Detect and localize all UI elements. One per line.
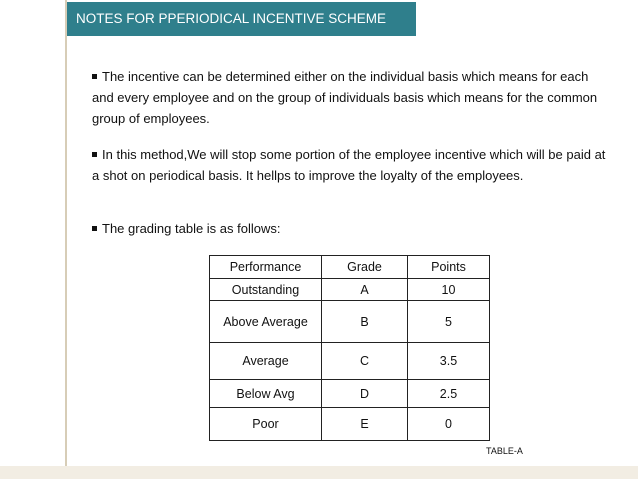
- cell-points: 0: [408, 408, 490, 441]
- table-row: [210, 343, 490, 380]
- paragraph-text: In this method,We will stop some portion of the employee incentive which will be paid at a shot on periodical basis. It hellps to improve the loyalty of the employees.: [92, 147, 606, 183]
- square-bullet-icon: [92, 152, 97, 157]
- paragraph-text: The grading table is as follows:: [102, 221, 281, 236]
- cell-points: 5: [408, 301, 490, 343]
- cell-points: 3.5: [408, 343, 490, 380]
- cell-performance: Average: [210, 343, 322, 380]
- table-row: [210, 408, 490, 441]
- header-grade: Grade: [322, 256, 408, 279]
- header-performance: Performance: [210, 256, 322, 279]
- square-bullet-icon: [92, 226, 97, 231]
- cell-grade: B: [322, 301, 408, 343]
- bottom-band: [0, 466, 638, 479]
- cell-performance: Below Avg: [210, 380, 322, 408]
- cell-grade: C: [322, 343, 408, 380]
- cell-grade: D: [322, 380, 408, 408]
- paragraph-method: [92, 144, 612, 186]
- cell-points: 2.5: [408, 380, 490, 408]
- cell-points: 10: [408, 279, 490, 301]
- left-rule-divider: [65, 0, 67, 479]
- table-header-row: [210, 256, 490, 279]
- cell-grade: E: [322, 408, 408, 441]
- slide-title: NOTES FOR PPERIODICAL INCENTIVE SCHEME: [67, 2, 416, 36]
- cell-performance: Above Average: [210, 301, 322, 343]
- cell-grade: A: [322, 279, 408, 301]
- header-points: Points: [408, 256, 490, 279]
- grading-table: [209, 255, 490, 441]
- paragraph-grading-intro: [92, 218, 612, 239]
- cell-performance: Outstanding: [210, 279, 322, 301]
- cell-performance: Poor: [210, 408, 322, 441]
- paragraph-individual-basis: [92, 66, 612, 129]
- table-caption: TABLE-A: [486, 446, 523, 456]
- table-row: [210, 301, 490, 343]
- square-bullet-icon: [92, 74, 97, 79]
- table-row: [210, 279, 490, 301]
- table-row: [210, 380, 490, 408]
- paragraph-text: The incentive can be determined either on the individual basis which means for each and every employee and on the group of individuals basis which means for the common group of employees.: [92, 69, 598, 126]
